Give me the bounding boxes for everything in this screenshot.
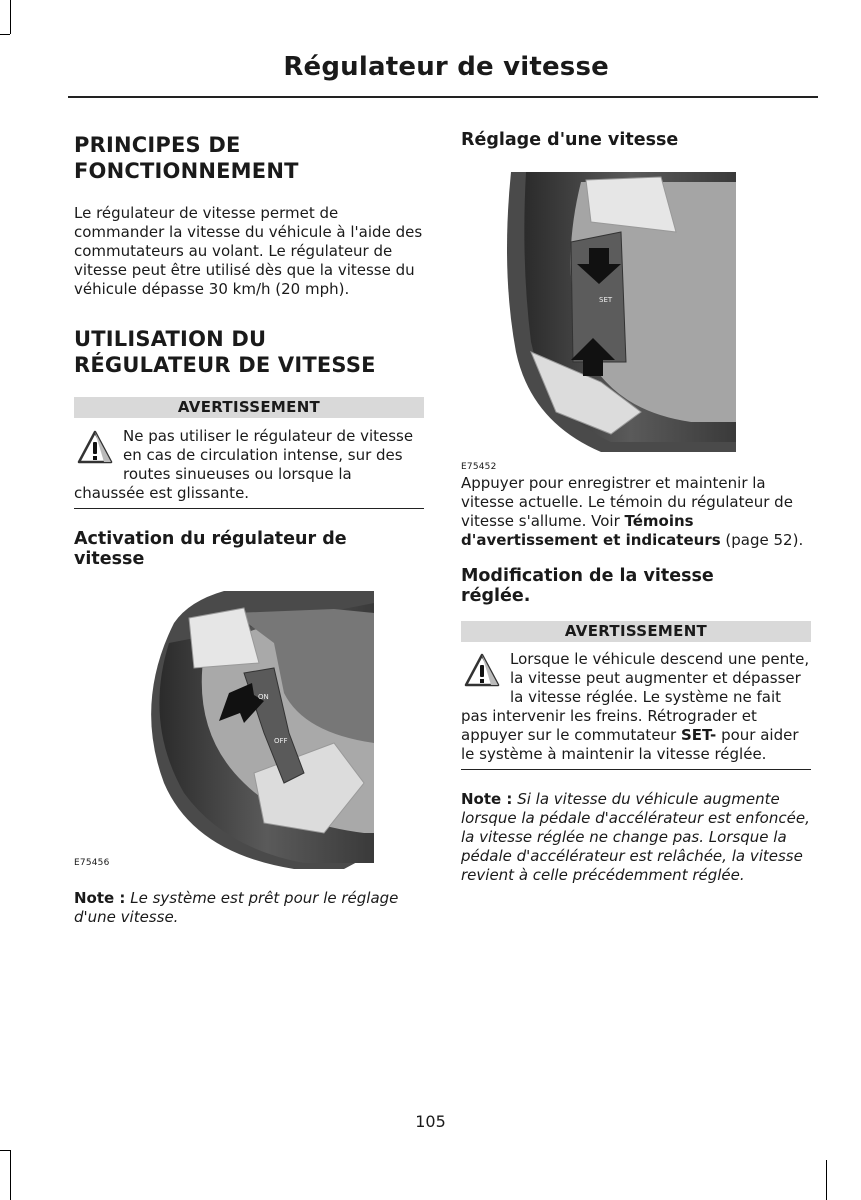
- note-label: Note :: [74, 889, 126, 907]
- right-column: [461, 130, 811, 885]
- title-divider: [68, 96, 818, 98]
- warning-text: Ne pas utiliser le régulateur de vitesse en cas de circulation intense, sur des routes sinueuses ou lorsque la chaussée est glissante.: [74, 427, 414, 502]
- crop-mark: [10, 0, 11, 34]
- crop-mark: [10, 1150, 11, 1200]
- crop-mark: [0, 1150, 10, 1151]
- steering-wheel-figure: [74, 583, 424, 875]
- note: [74, 889, 424, 927]
- on-label: ON: [258, 693, 269, 701]
- body-text: Appuyer pour enregistrer et maintenir la vitesse actuelle. Le témoin du régulateur de vitesse s'allume. Voir: [461, 474, 793, 530]
- subheading: Modification de la vitesse réglée.: [461, 566, 714, 606]
- warning-triangle-icon: [76, 429, 114, 467]
- off-label: OFF: [274, 737, 288, 745]
- warning-divider: [461, 769, 811, 770]
- page-number: 105: [415, 1112, 446, 1131]
- steering-wheel-image: [461, 172, 811, 458]
- note-text: Si la vitesse du véhicule augmente lorsque la pédale d'accélérateur est enfoncée, la vitesse réglée ne change pas. Lorsque la pédale d'accélérateur est relâchée, la vitesse revient à celle précédemment réglée.: [461, 790, 810, 884]
- warning-triangle-icon: [463, 652, 501, 690]
- note-label: Note :: [461, 790, 513, 808]
- crop-mark: [0, 34, 10, 35]
- warning-block: [461, 650, 811, 764]
- section-heading: PRINCIPES DE FONCTIONNEMENT: [74, 133, 299, 183]
- warning-divider: [74, 508, 424, 509]
- warning-title: AVERTISSEMENT: [74, 397, 424, 418]
- note-text: Le système est prêt pour le réglage d'une vitesse.: [74, 889, 399, 926]
- warning-text: pour aider le système à maintenir la vitesse réglée.: [461, 726, 799, 763]
- page-title: Régulateur de vitesse: [283, 52, 609, 82]
- steering-wheel-figure: [461, 172, 811, 472]
- steering-wheel-image: [74, 583, 424, 875]
- warning-title: AVERTISSEMENT: [461, 621, 811, 642]
- subheading: Réglage d'une vitesse: [461, 130, 679, 150]
- set-label: SET: [599, 296, 613, 304]
- note: [461, 790, 811, 885]
- figure-code: E75456: [74, 858, 110, 868]
- warning-text: Lorsque le véhicule descend une pente, la vitesse peut augmenter et dépasser la vitesse réglée. Le système ne fait pas intervenir les freins. Rétrograder et appuyer sur le commutateur: [461, 650, 810, 744]
- body-paragraph: Le régulateur de vitesse permet de commander la vitesse du véhicule à l'aide des commutateurs au volant. Le régulateur de vitesse peut être utilisé dès que la vitesse du véhicule dépasse 30 km/h (20 mph).: [74, 204, 423, 298]
- figure-code: E75452: [461, 462, 497, 472]
- body-text: (page 52).: [720, 531, 804, 549]
- warning-block: [74, 427, 424, 503]
- warning-text-bold: SET-: [680, 726, 717, 744]
- cross-reference-link[interactable]: Témoins d'avertissement et indicateurs: [461, 512, 721, 549]
- left-column: [74, 132, 424, 927]
- body-paragraph: [461, 474, 811, 550]
- subheading: Activation du régulateur de vitesse: [74, 529, 347, 569]
- section-heading: UTILISATION DU RÉGULATEUR DE VITESSE: [74, 327, 376, 377]
- crop-mark: [826, 1160, 827, 1200]
